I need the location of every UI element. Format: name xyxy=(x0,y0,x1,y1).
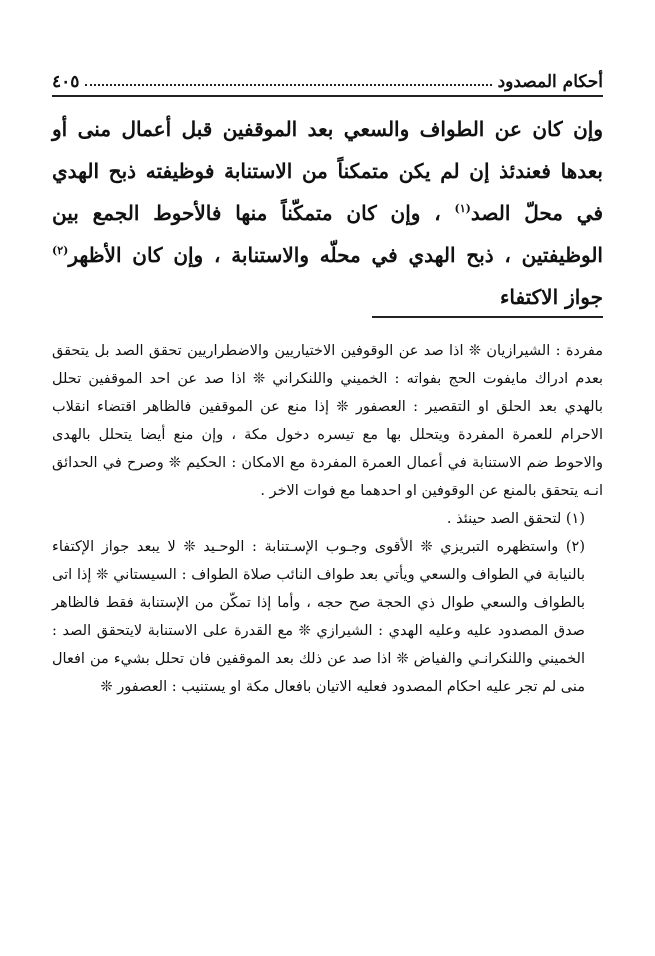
main-text-part-3: جواز الاكتفاء xyxy=(499,285,603,309)
footnote-ref-1: (١) xyxy=(454,202,471,215)
main-text-part-1: وإن كان عن الطواف والسعي بعد الموقفين قبل أعمال منى أو بعدها فعندئذ إن لم يكن متمكناً من الاستنابة فوظيفته ذبح الهدي في محلّ الصد xyxy=(52,117,603,225)
footnote-2 xyxy=(52,533,603,701)
footnote-1 xyxy=(52,505,603,533)
leader-dots xyxy=(85,84,491,86)
footnote-1-number: (١) xyxy=(565,511,585,527)
footnote-separator xyxy=(372,316,603,318)
footnote-2-text: واستظهره التبريزي ❊ الأقوى وجـوب الإسـتنابة : الوحـيد ❊ لا يبعد جواز الإكتفاء بالنيابة في الطواف والسعي ويأتي بعد طواف النائب صلاة الطواف : السيستاني ❊ إذا اتى بالطواف والسعي طوال ذي الحجة صح حجه ، وأما إذا تمكّن من الإستنابة فقط فالظاهر صدق المصدود عليه وعليه الهدي : الشيرازي ❊ مع القدرة على الاستنابة لايتحقق الصد : الخميني واللنكرانـي والفياض ❊ اذا صد عن ذلك بعد الموقفين فان تحلل بشيء من افعال منى لم تجر عليه احكام المصدود فعليه الاتيان بافعال مكة او يستنيب : العصفور ❊ xyxy=(52,539,585,695)
running-header xyxy=(52,58,603,92)
page-number: ٤٠٥ xyxy=(52,72,80,92)
footnote-ref-2: (٢) xyxy=(52,244,69,257)
main-text xyxy=(52,108,603,309)
main-text-part-2: ، وإن كان متمكّناً منها فالأحوط الجمع بين الوظيفتين ، ذبح الهدي في محلّه والاستنابة ، وإن كان الأظهر xyxy=(52,201,603,267)
footnote-continuation: مفردة : الشيرازيان ❊ اذا صد عن الوقوفين الاختياريين والاضطراريين تحقق الصد بل يتحقق بعدم ادراك مايفوت الحج بفواته : الخميني واللنكراني ❊ اذا صد عن احد الموقفين تحلل بالهدي بعد الحلق او التقصير : العصفور ❊ إذا منع عن الموقفين فالظاهر اقتضاء انقلاب الاحرام للعمرة المفردة ويتحلل بها مع تيسره دخول مكة ، وإن منع أيضا يتحلل بالهدى والاحوط ضم الاستنابة في أعمال العمرة المفردة مع الامكان : الحكيم ❊ وصرح في الحدائق انـه يتحقق بالمنع عن الوقوفين او احدهما مع فوات الاخر . xyxy=(52,343,603,499)
footnote-2-number: (٢) xyxy=(565,539,586,555)
chapter-title: أحكام المصدود xyxy=(497,72,603,92)
footnotes xyxy=(52,337,603,897)
header-rule xyxy=(52,95,603,97)
footnote-1-text: لتحقق الصد حينئذ . xyxy=(446,511,562,527)
